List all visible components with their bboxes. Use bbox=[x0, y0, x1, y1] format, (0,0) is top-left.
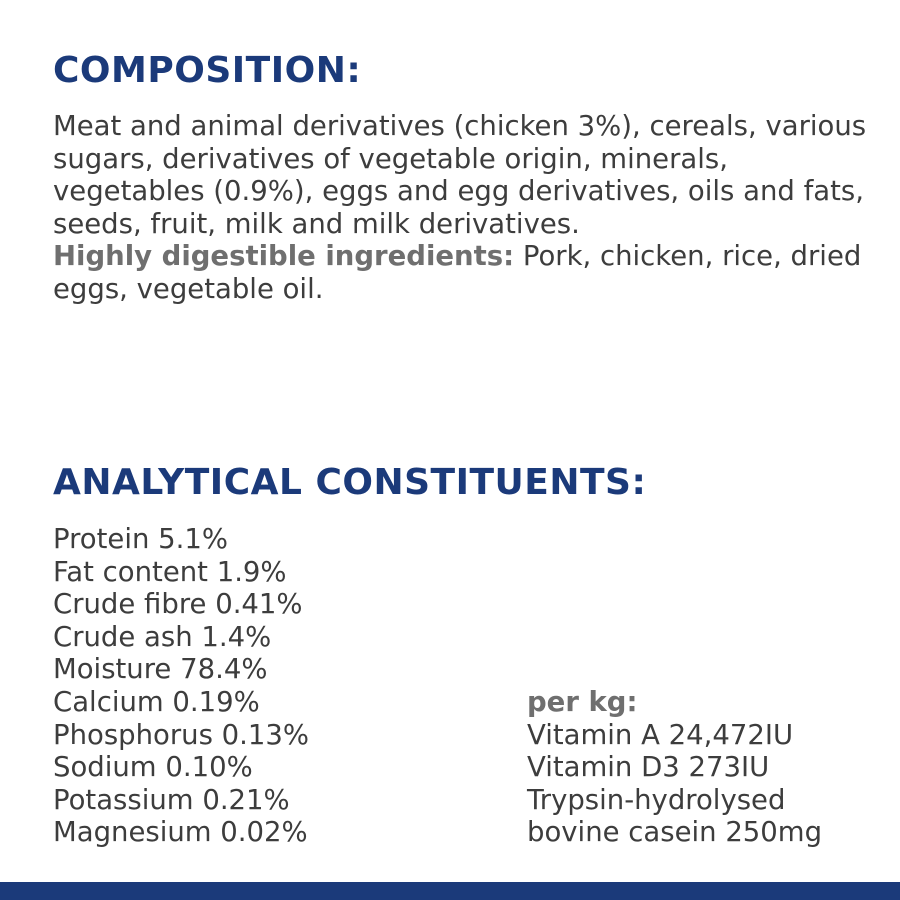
digestible-ingredients-text: Pork, chicken, rice, dried eggs, vegetable oil. bbox=[53, 240, 862, 305]
constituents-list bbox=[53, 523, 309, 849]
constituent-item: Potassium 0.21% bbox=[53, 783, 290, 816]
bottom-bar bbox=[0, 882, 900, 900]
per-kg-item: Vitamin D3 273IU bbox=[527, 751, 770, 784]
digestible-ingredients-label: Highly digestible ingredients: bbox=[53, 240, 515, 273]
composition-text: Meat and animal derivatives (chicken 3%), cereals, various sugars, derivatives of vegetable origin, minerals, vegetables (0.9%), eggs and egg derivatives, oils and fats, seeds, fruit, milk and milk derivatives. bbox=[53, 110, 867, 240]
analytical-constituents-heading: ANALYTICAL CONSTITUENTS: bbox=[53, 462, 647, 503]
constituent-item: Sodium 0.10% bbox=[53, 751, 253, 784]
constituent-item: Calcium 0.19% bbox=[53, 685, 260, 718]
composition-paragraph bbox=[53, 110, 883, 306]
composition-body bbox=[53, 110, 883, 306]
constituent-item: Fat content 1.9% bbox=[53, 555, 287, 588]
composition-heading: COMPOSITION: bbox=[53, 50, 362, 91]
per-kg-item: Trypsin-hydrolysed bbox=[527, 783, 786, 816]
constituent-item: Protein 5.1% bbox=[53, 523, 229, 555]
constituent-item: Phosphorus 0.13% bbox=[53, 718, 310, 751]
per-kg-item: Vitamin A 24,472IU bbox=[527, 718, 794, 751]
constituent-item: Crude ash 1.4% bbox=[53, 620, 272, 653]
constituent-item: Moisture 78.4% bbox=[53, 653, 268, 686]
per-kg-label: per kg: bbox=[527, 686, 638, 718]
constituent-item: Magnesium 0.02% bbox=[53, 816, 308, 849]
per-kg-list bbox=[527, 686, 822, 849]
constituent-item: Crude fibre 0.41% bbox=[53, 588, 303, 621]
per-kg-item: bovine casein 250mg bbox=[527, 816, 823, 849]
